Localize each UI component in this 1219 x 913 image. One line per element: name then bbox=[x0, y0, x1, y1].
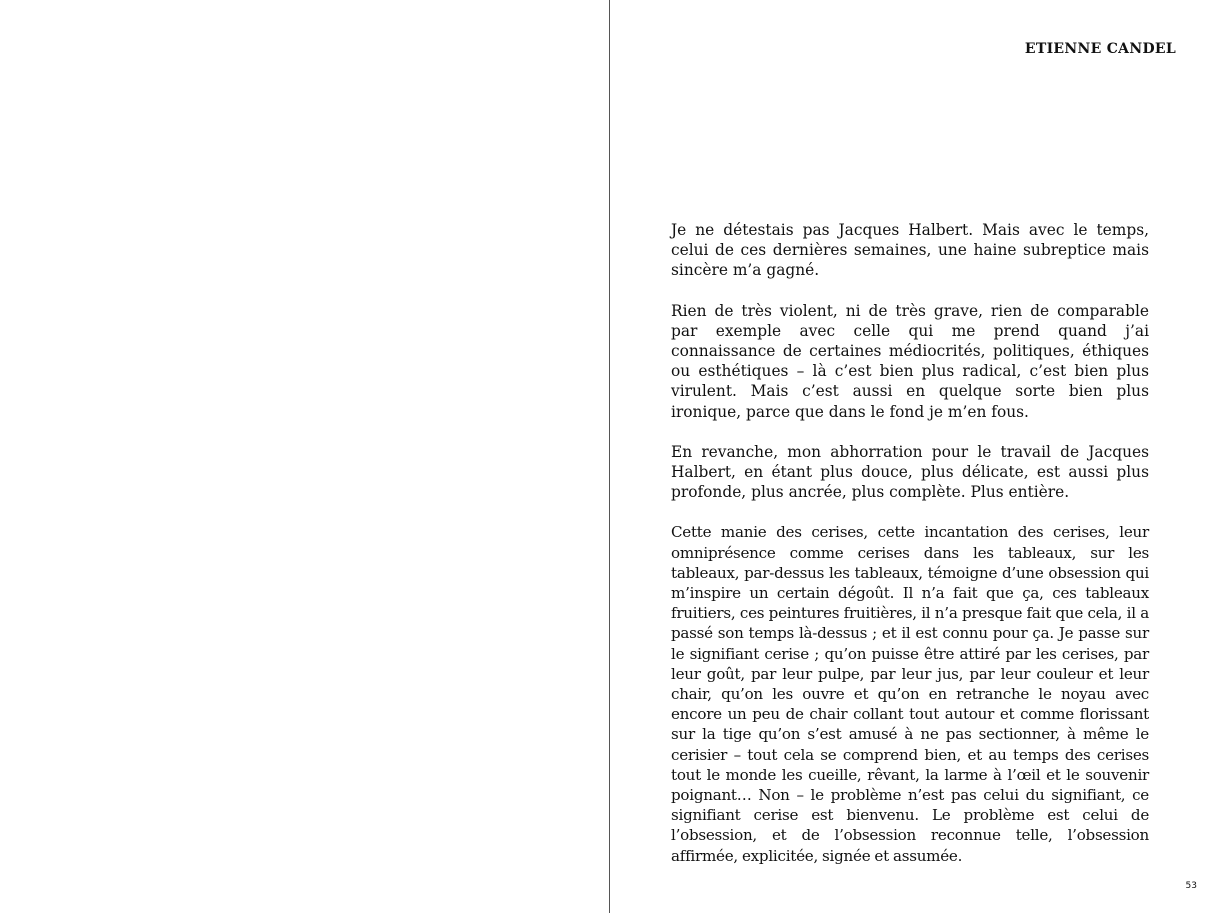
running-head-author: ETIENNE CANDEL bbox=[1024, 41, 1176, 57]
right-page bbox=[610, 0, 1219, 913]
paragraph-4: Cette manie des cerises, cette incantation des cerises, leur omniprésence comme cerises dans les tableaux, sur les tableaux, par-dessus les tableaux, témoigne d’une obsession qui m’inspire un certain dégoût. Il n’a fait que ça, ces tableaux fruitiers, ces peintures fruitières, il n’a presque fait que cela, il a passé son temps là-dessus ; et il est connu pour ça. Je passe sur le signifiant cerise ; qu’on puisse être attiré par les cerises, par leur goût, par leur pulpe, par leur jus, par leur couleur et leur chair, qu’on les ouvre et qu’on en retranche le noyau avec encore un peu de chair collant tout autour et comme florissant sur la tige qu’on s’est amusé à ne pas sectionner, à même le cerisier – tout cela se comprend bien, et au temps des cerises tout le monde les cueille, rêvant, la larme à l’œil et le souvenir poignant… Non – le problème n’est pas celui du signifiant, ce signifiant cerise est bienvenu. Le problème est celui de l’obsession, et de l’obsession reconnue telle, l’obsession affirmée, explicitée, signée et assumée. bbox=[671, 523, 1149, 865]
page-number: 53 bbox=[1185, 881, 1197, 891]
left-page-blank bbox=[0, 0, 609, 913]
paragraph-1: Je ne détestais pas Jacques Halbert. Mais avec le temps, celui de ces dernières semaines, une haine subreptice mais sincère m’a gagné. bbox=[671, 221, 1149, 280]
paragraph-3: En revanche, mon abhorration pour le travail de Jacques Halbert, en étant plus douce, plus délicate, est aussi plus profonde, plus ancrée, plus complète. Plus entière. bbox=[671, 442, 1149, 502]
paragraph-2: Rien de très violent, ni de très grave, rien de comparable par exemple avec celle qui me prend quand j’ai connaissance de certaines médiocrités, politiques, éthiques ou esthétiques – là c’est bien plus radical, c’est bien plus virulent. Mais c’est aussi en quelque sorte bien plus ironique, parce que dans le fond je m’en fous. bbox=[671, 301, 1149, 421]
body-text bbox=[671, 220, 1149, 886]
